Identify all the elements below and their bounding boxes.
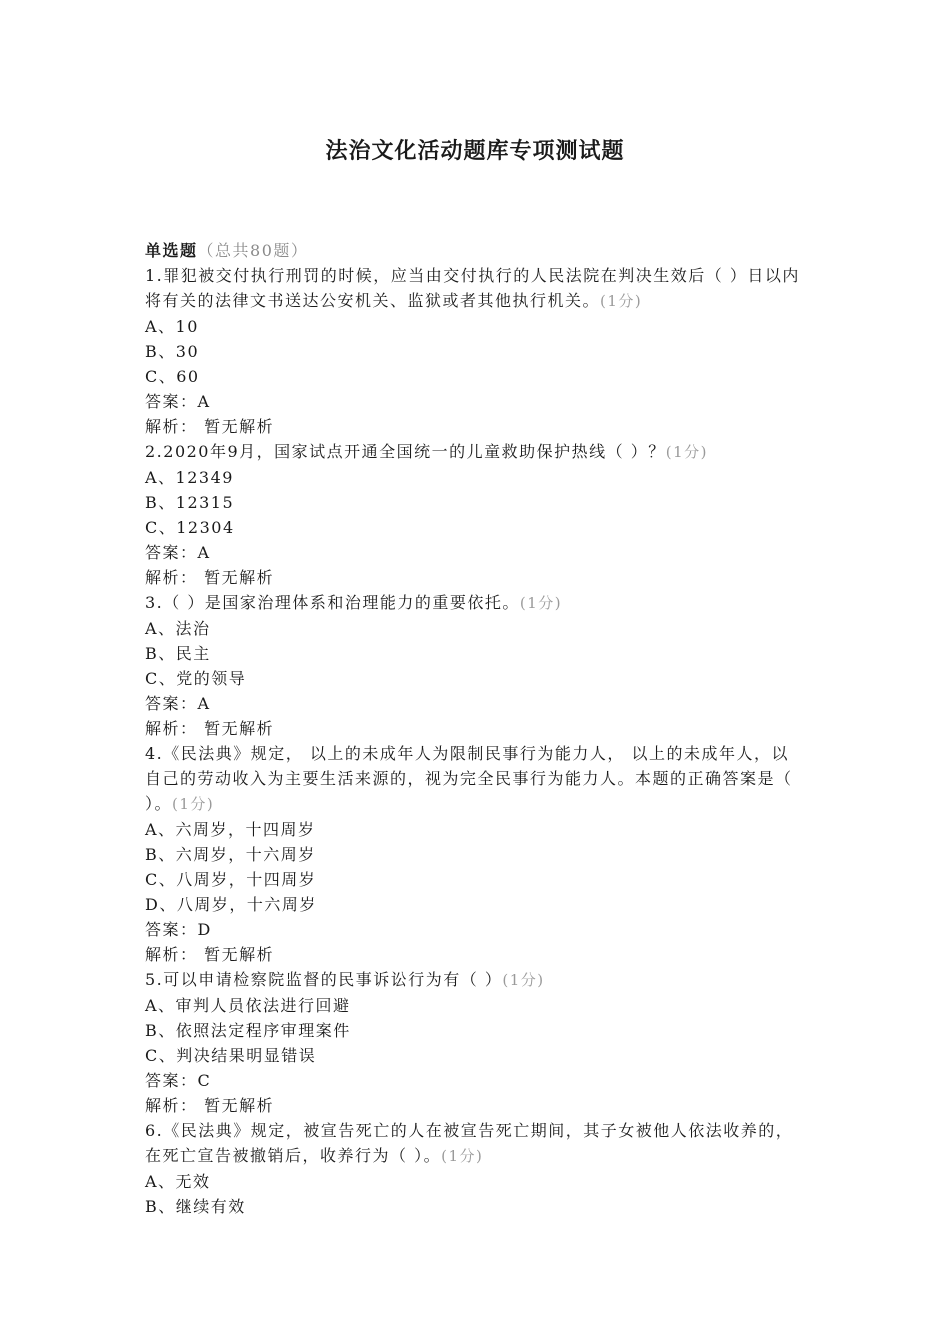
question-stem	[145, 590, 805, 616]
question-score: (1分)	[665, 443, 709, 461]
question-stem-text: 4.《民法典》规定， 以上的未成年人为限制民事行为能力人， 以上的未成年人，以自己的劳动收入为主要生活来源的，视为完全民事行为能力人。本题的正确答案是（ ）。	[145, 744, 793, 813]
answer-line: 答案：C	[145, 1071, 212, 1090]
question-block	[145, 1118, 805, 1219]
question-score: (1分)	[600, 292, 643, 310]
option-item: B、依照法定程序审理案件	[145, 1021, 351, 1040]
analysis-line: 解析： 暂无解析	[145, 417, 275, 436]
question-block	[145, 590, 805, 741]
option-item: B、继续有效	[145, 1197, 246, 1216]
page-title: 法治文化活动题库专项测试题	[325, 138, 625, 164]
question-score: (1分)	[519, 594, 563, 612]
section-heading	[145, 238, 805, 263]
question-stem	[145, 439, 805, 465]
option-item: A、六周岁，十四周岁	[145, 820, 316, 839]
question-stem-text: 6.《民法典》规定，被宣告死亡的人在被宣告死亡期间，其子女被他人依法收养的，在死亡宣告被撤销后，收养行为（ ）。	[145, 1121, 794, 1165]
question-stem	[145, 741, 805, 817]
question-stem	[145, 1118, 805, 1169]
option-item: A、12349	[145, 468, 234, 487]
answer-line: 答案：A	[145, 694, 211, 713]
option-item: C、60	[145, 367, 200, 386]
question-block	[145, 263, 805, 439]
question-score: (1分)	[441, 1147, 484, 1165]
question-stem-text: 2.2020年9月，国家试点开通全国统一的儿童救助保护热线（ ）？	[145, 442, 666, 461]
option-item: B、12315	[145, 493, 235, 512]
question-stem-text: 1.罪犯被交付执行刑罚的时候，应当由交付执行的人民法院在判决生效后（ ）日以内将有关的法律文书送达公安机关、监狱或者其他执行机关。	[145, 266, 800, 310]
question-stem-text: 3.（ ）是国家治理体系和治理能力的重要依托。	[145, 593, 520, 612]
question-score: (1分)	[502, 971, 545, 989]
section-count: （总共80题）	[197, 241, 309, 260]
option-item: C、判决结果明显错误	[145, 1046, 317, 1065]
option-item: A、法治	[145, 619, 211, 638]
analysis-line: 解析： 暂无解析	[145, 1096, 275, 1115]
analysis-line: 解析： 暂无解析	[145, 719, 275, 738]
option-item: B、六周岁，十六周岁	[145, 845, 316, 864]
question-block	[145, 967, 805, 1118]
option-item: C、八周岁，十四周岁	[145, 870, 317, 889]
question-block	[145, 741, 805, 967]
option-item: B、30	[145, 342, 200, 361]
answer-line: 答案：D	[145, 920, 212, 939]
question-score: (1分)	[172, 795, 215, 813]
question-stem	[145, 967, 805, 993]
analysis-line: 解析： 暂无解析	[145, 568, 275, 587]
question-stem	[145, 263, 805, 314]
question-block	[145, 439, 805, 590]
section-label: 单选题	[145, 241, 198, 260]
question-list	[145, 238, 805, 1219]
answer-line: 答案：A	[145, 543, 211, 562]
option-item: B、民主	[145, 644, 211, 663]
option-item: A、10	[145, 317, 199, 336]
analysis-line: 解析： 暂无解析	[145, 945, 275, 964]
option-item: C、12304	[145, 518, 235, 537]
option-item: C、党的领导	[145, 669, 247, 688]
answer-line: 答案：A	[145, 392, 211, 411]
option-item: A、审判人员依法进行回避	[145, 996, 351, 1015]
option-item: D、八周岁，十六周岁	[145, 895, 317, 914]
question-stem-text: 5.可以申请检察院监督的民事诉讼行为有（ ）	[145, 970, 503, 989]
option-item: A、无效	[145, 1172, 211, 1191]
